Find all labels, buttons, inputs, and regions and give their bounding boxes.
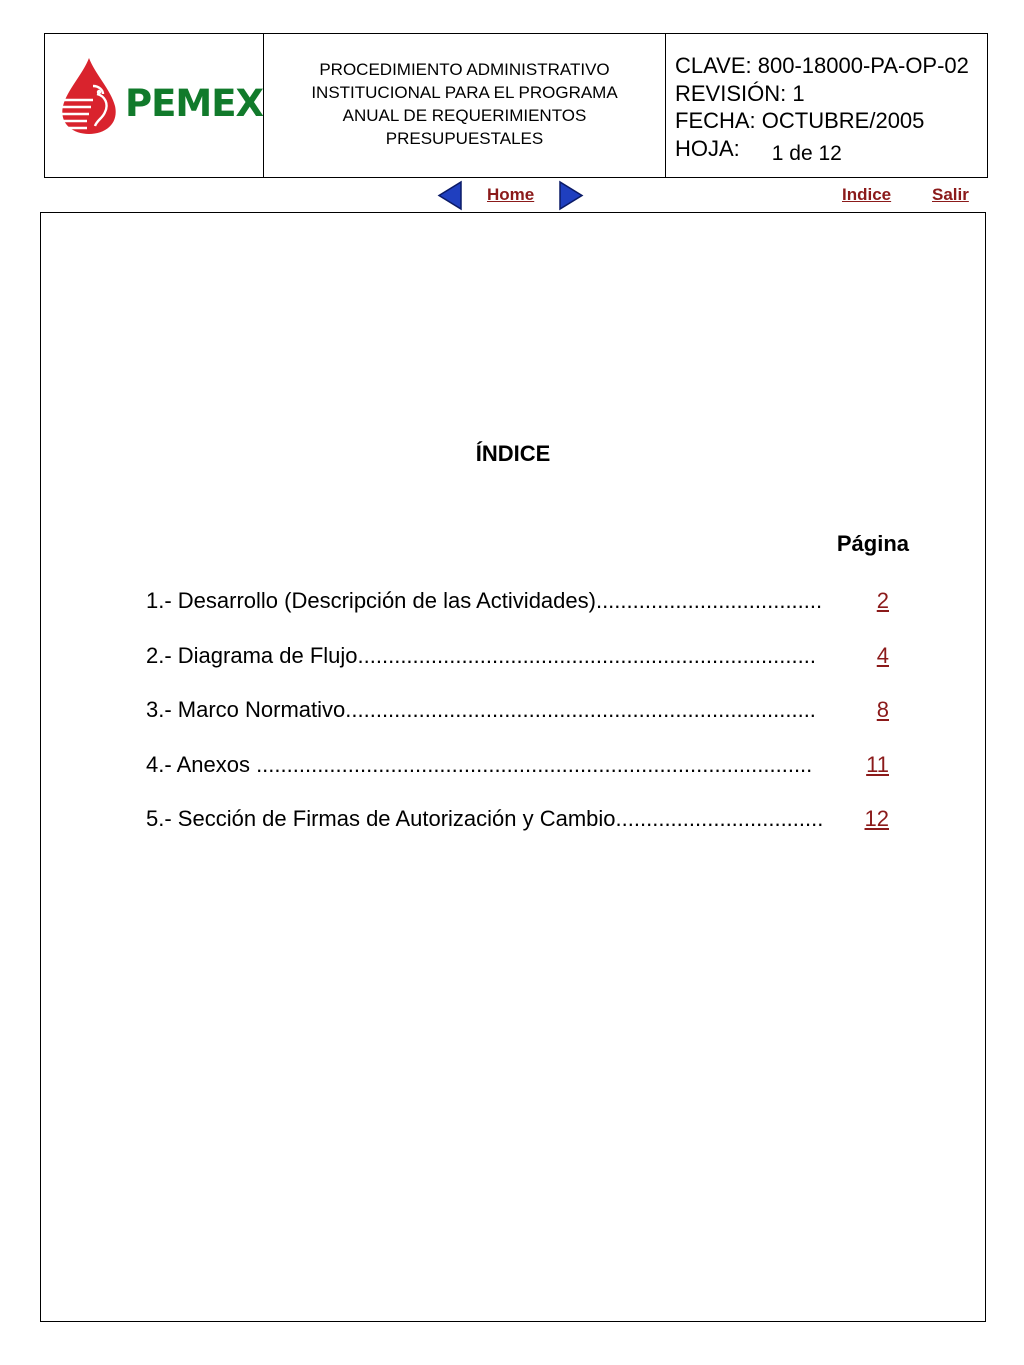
arrow-left-icon[interactable] (437, 180, 463, 211)
index-title: ÍNDICE (475, 441, 551, 466)
navigation-bar (0, 180, 1024, 212)
toc-page-link[interactable]: 2 (876, 588, 889, 613)
clave-field: CLAVE: 800-18000-PA-OP-02 (675, 53, 969, 78)
toc-item (146, 642, 889, 698)
title-line: ANUAL DE REQUERIMIENTOS (342, 106, 587, 125)
hoja-label: HOJA: (675, 135, 740, 161)
table-of-contents (146, 588, 889, 861)
home-link[interactable]: Home (487, 185, 535, 204)
hoja-field (675, 135, 987, 164)
toc-item-text: 4.- Anexos ........................................................................................... (146, 751, 813, 777)
revision-field: REVISIÓN: 1 (675, 80, 805, 106)
toc-item (146, 806, 889, 861)
toc-item (146, 697, 889, 752)
salir-link[interactable]: Salir (932, 185, 969, 204)
indice-link[interactable]: Indice (842, 185, 892, 204)
title-line: PROCEDIMIENTO ADMINISTRATIVO (319, 60, 610, 79)
pemex-eagle-drop-icon (53, 56, 125, 138)
arrow-right-icon[interactable] (558, 180, 584, 211)
pemex-logo-wordmark: PEMEX (125, 82, 264, 125)
toc-item-text: 2.- Diagrama de Flujo........................................................................... (146, 642, 816, 668)
document-header (44, 33, 988, 178)
toc-item-text: 5.- Sección de Firmas de Autorización y Cambio.................................. (146, 806, 824, 832)
page-column-header: Página (836, 531, 909, 556)
logo-cell (45, 34, 264, 177)
fecha-field: FECHA: OCTUBRE/2005 (675, 108, 925, 133)
document-title-cell (264, 34, 666, 177)
document-title (275, 58, 655, 150)
document-meta-cell (666, 34, 987, 177)
toc-page-link[interactable]: 11 (866, 751, 889, 777)
content-frame (40, 212, 986, 1322)
toc-item-text: 1.- Desarrollo (Descripción de las Actividades)..................................... (146, 588, 823, 613)
toc-item (146, 588, 889, 643)
toc-item (146, 751, 889, 807)
title-line: PRESUPUESTALES (385, 129, 544, 148)
hoja-value: 1 de 12 (771, 141, 842, 165)
toc-page-link[interactable]: 8 (876, 697, 889, 723)
toc-item-text: 3.- Marco Normativo............................................................................. (146, 697, 816, 723)
title-line: INSTITUCIONAL PARA EL PROGRAMA (311, 83, 618, 102)
toc-page-link[interactable]: 12 (864, 806, 889, 832)
toc-page-link[interactable]: 4 (876, 642, 889, 668)
